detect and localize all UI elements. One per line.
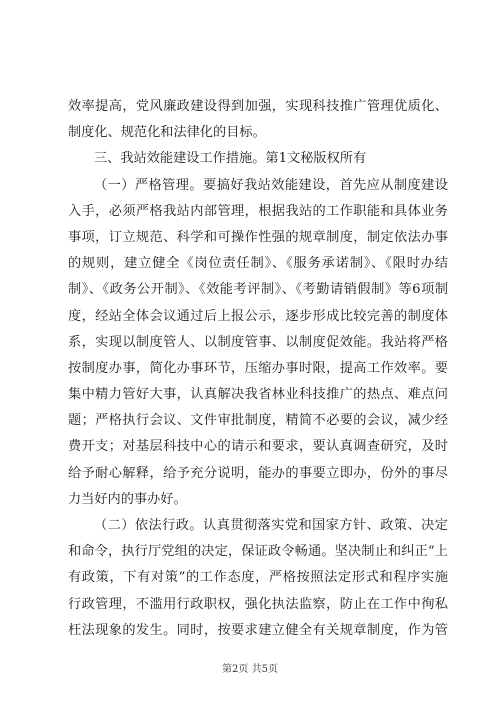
section-heading: 三、我站效能建设工作措施。第1文秘版权所有 [94,151,367,167]
text-line: 集中精力管好大事，认真解决我省林业科技推广的热点、难点问 [68,387,448,403]
paragraph-first-line: （二）依法行政。认真贯彻落实党和国家方针、政策、决定 [94,518,448,533]
text-line: 系，实现以制度管人、以制度管事、以制度促效能。我站将严格 [68,334,448,350]
text-line: 按制度办事，简化办事环节，压缩办事时限，提高工作效率。要 [68,360,448,376]
text-line: 度，经站全体会议通过后上报公示，逐步形成比较完善的制度体 [68,308,448,324]
document-body [68,94,448,644]
page-number-footer: 第2页 共5页 [222,664,278,675]
text-line: 的规则，建立健全《岗位责任制》、《服务承诺制》、《限时办结 [68,256,448,272]
text-line: 入手，必须严格我站内部管理，根据我站的工作职能和具体业务 [68,203,448,219]
text-line: 枉法现象的发生。同时，按要求建立健全有关规章制度，作为管 [68,622,448,638]
text-line: 题；严格执行会议、文件审批制度，精简不必要的会议，减少经 [68,413,448,429]
text-line: 制度化、规范化和法律化的目标。 [68,125,266,141]
text-line: 事项，订立规范、科学和可操作性强的规章制度，制定依法办事 [68,229,448,245]
text-line: 费开支；对基层科技中心的请示和要求，要认真调查研究，及时 [68,439,448,455]
text-line: 力当好内的事办好。 [68,491,187,507]
paragraph-first-line: （一）严格管理。要搞好我站效能建设，首先应从制度建设 [94,177,448,193]
text-line: 效率提高，党风廉政建设得到加强，实现科技推广管理优质化、 [68,99,448,114]
text-line: 有政策，下有对策”的工作态度，严格按照法定形式和程序实施 [68,570,448,586]
text-line: 给予耐心解释，给予充分说明，能办的事要立即办，份外的事尽 [68,465,448,481]
text-line: 和命令，执行厅党组的决定，保证政令畅通。坚决制止和纠正“上 [68,544,448,560]
text-line: 制》、《政务公开制》、《效能考评制》、《考勤请销假制》等6项制 [68,282,448,298]
text-line: 行政管理，不滥用行政职权，强化执法监察，防止在工作中徇私 [68,596,448,612]
